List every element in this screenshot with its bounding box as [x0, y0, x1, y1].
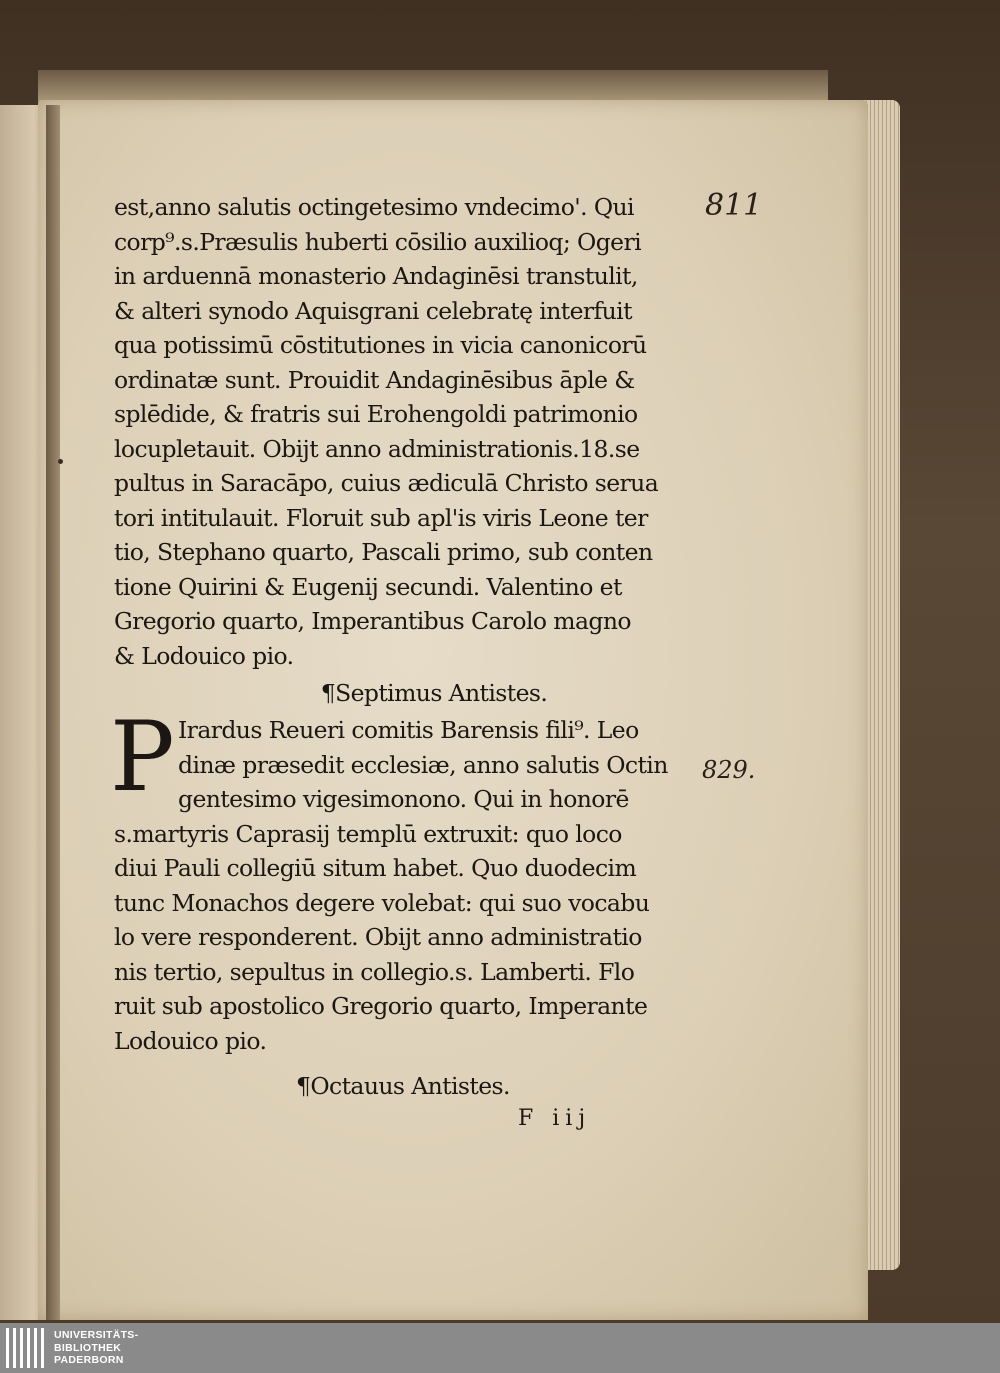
text-line: & alteri synodo Aquisgrani celebratę interfuit — [114, 296, 632, 325]
logo-bars-icon — [6, 1328, 44, 1368]
logo-line: PADERBORN — [54, 1354, 124, 1367]
text-line: splēdide, & fratris sui Erohengoldi patrimonio — [114, 400, 638, 428]
library-logo — [6, 1327, 138, 1369]
text-line: lo vere responderent. Obijt anno administratio — [114, 923, 642, 951]
section-heading: ¶Octauus Antistes. — [296, 1072, 510, 1100]
signature-mark: F iij — [518, 1106, 592, 1131]
text-line: gentesimo vigesimonono. Qui in honorē — [178, 785, 629, 813]
text-line: Lodouico pio. — [114, 1026, 267, 1055]
logo-line: UNIVERSITÄTS- — [54, 1329, 139, 1342]
text-line: dinæ præsedit ecclesiæ, anno salutis Octin — [178, 750, 668, 779]
text-line: pultus in Saracāpo, cuius ædiculā Christo serua — [114, 469, 659, 497]
text-line: Gregorio quarto, Imperantibus Carolo magno — [114, 607, 631, 635]
text-line: tunc Monachos degere volebat: qui suo vocabu — [114, 888, 650, 917]
margin-note-year: 811 — [705, 188, 763, 223]
ink-mark — [58, 459, 63, 464]
text-line: tio, Stephano quarto, Pascali primo, sub conten — [114, 538, 653, 566]
text-line: est,anno salutis octingetesimo vndecimo'. Qui — [114, 193, 634, 221]
text-line: nis tertio, sepultus in collegio.s. Lamberti. Flo — [114, 957, 635, 986]
logo-line: BIBLIOTHEK — [54, 1341, 122, 1354]
page-text — [110, 190, 714, 1058]
margin-note-year: 829. — [702, 756, 756, 784]
text-line: diui Pauli collegiū situm habet. Quo duodecim — [114, 854, 637, 882]
text-line: ordinatæ sunt. Prouidit Andaginēsibus āple & — [114, 365, 635, 394]
book-gutter — [46, 105, 60, 1320]
text-line: tori intitulauit. Floruit sub apl'is viris Leone ter — [114, 503, 648, 532]
text-line: corp⁹.s.Præsulis huberti cōsilio auxilioq; Ogeri — [114, 227, 642, 256]
section-heading: ¶Septimus Antistes. — [320, 679, 548, 707]
text-line: Irardus Reueri comitis Barensis fili⁹. Leo — [178, 716, 639, 744]
logo-text — [54, 1329, 138, 1367]
text-line: s.martyris Caprasij templū extruxit: quo loco — [114, 819, 622, 848]
text-line: & Lodouico pio. — [114, 641, 294, 670]
footer-bar — [0, 1323, 1000, 1373]
text-line: locupletauit. Obijt anno administrationis.18.se — [114, 434, 640, 463]
text-line: in arduennā monasterio Andaginēsi transtulit, — [114, 262, 638, 290]
text-line: tione Quirini & Eugenij secundi. Valentino et — [114, 572, 622, 601]
text-line: qua potissimū cōstitutiones in vicia canonicorū — [114, 331, 647, 359]
drop-cap-initial: P — [110, 701, 174, 813]
paragraph-pirardus — [110, 701, 714, 1058]
text-line: ruit sub apostolico Gregorio quarto, Imperante — [114, 992, 648, 1020]
book-top-edge — [38, 70, 828, 102]
